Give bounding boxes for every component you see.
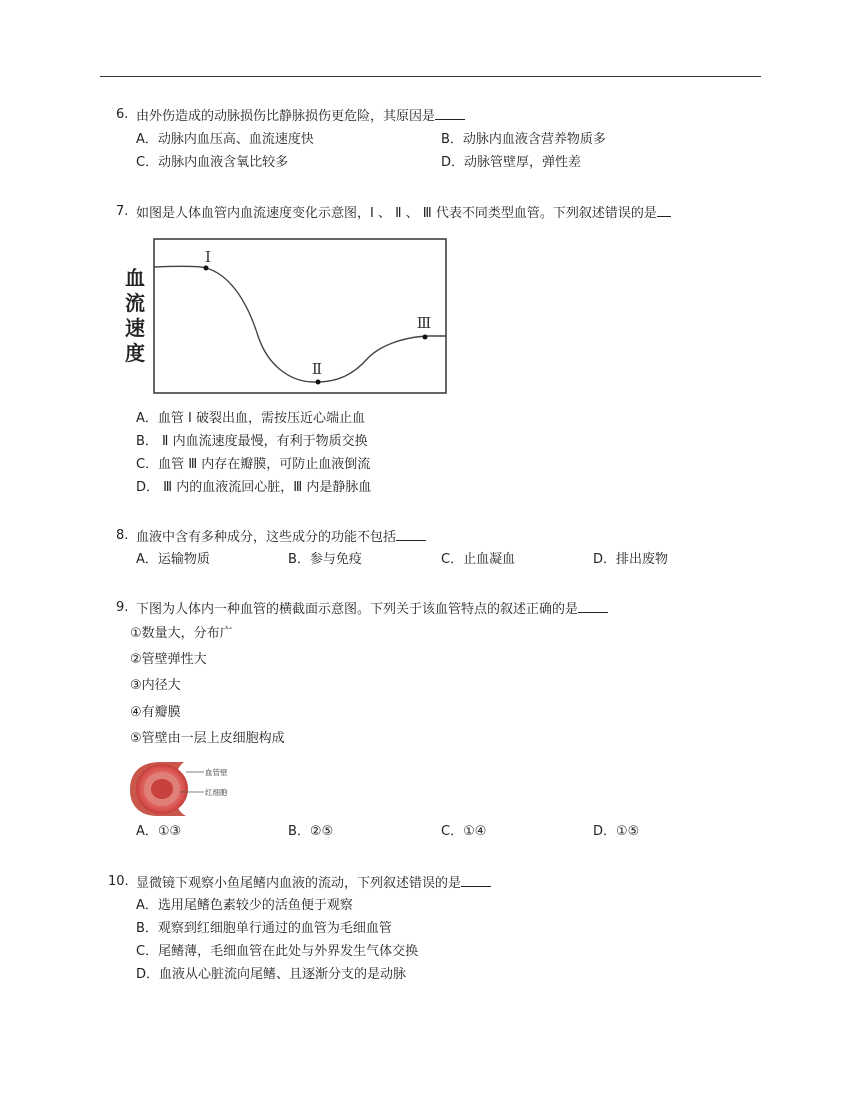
q7-answer-blank[interactable] — [657, 204, 671, 217]
q9-statement-5: ⑤管壁由一层上皮细胞构成 — [130, 731, 285, 746]
y-label-char-3: 速 — [125, 316, 145, 340]
q7-option-b[interactable]: B． Ⅱ 内血流速度最慢，有利于物质交换 — [136, 434, 368, 449]
q7-stem-text: 如图是人体血管内血流速度变化示意图，Ⅰ 、 Ⅱ 、 Ⅲ 代表不同类型血管。下列叙述错误的是 — [136, 206, 657, 221]
q10-option-c[interactable]: C．尾鳍薄，毛细血管在此处与外界发生气体交换 — [136, 944, 419, 959]
red-blood-cell — [151, 779, 173, 799]
point-ii — [316, 380, 321, 385]
point-i — [204, 266, 209, 271]
q6-stem-text: 由外伤造成的动脉损伤比静脉损伤更危险，其原因是 — [136, 109, 436, 124]
q6-option-b[interactable]: B．动脉内血液含营养物质多 — [441, 132, 606, 147]
label-ii: Ⅱ — [311, 360, 323, 378]
q9-statement-4: ④有瓣膜 — [130, 705, 181, 720]
q8-option-a[interactable]: A．运输物质 — [136, 552, 210, 567]
q6-option-a[interactable]: A．动脉内血压高、血流速度快 — [136, 132, 314, 147]
q7-number: 7. — [116, 204, 129, 219]
q6-stem — [136, 107, 465, 125]
header-rule — [100, 76, 761, 77]
q9-option-b[interactable]: B．②⑤ — [288, 824, 334, 839]
q8-option-d[interactable]: D．排出废物 — [593, 552, 669, 567]
q9-answer-blank[interactable] — [578, 600, 608, 613]
label-vessel-wall: 血管壁 — [205, 768, 228, 777]
q8-stem — [136, 528, 426, 546]
q10-number: 10. — [108, 874, 129, 889]
label-red-blood-cell: 红细胞 — [205, 788, 228, 797]
q10-option-a[interactable]: A．选用尾鳍色素较少的活鱼便于观察 — [136, 898, 353, 913]
q6-answer-blank[interactable] — [435, 107, 465, 120]
y-label-char-1: 血 — [125, 266, 145, 290]
q7-option-a[interactable]: A．血管 Ⅰ 破裂出血，需按压近心端止血 — [136, 411, 365, 426]
q8-stem-text: 血液中含有多种成分，这些成分的功能不包括 — [136, 530, 397, 545]
q9-option-c[interactable]: C．①④ — [441, 824, 487, 839]
q9-statement-3: ③内径大 — [130, 678, 181, 693]
q10-stem-text: 显微镜下观察小鱼尾鳍内血液的流动，下列叙述错误的是 — [136, 876, 462, 891]
blood-flow-velocity-figure — [118, 236, 454, 396]
blood-vessel-cross-section-figure — [124, 760, 234, 818]
q9-option-a[interactable]: A．①③ — [136, 824, 182, 839]
q8-option-c[interactable]: C．止血凝血 — [441, 552, 516, 567]
label-iii: Ⅲ — [416, 314, 432, 332]
q10-stem — [136, 874, 491, 892]
q9-statement-1: ①数量大，分布广 — [130, 626, 233, 641]
q9-statement-2: ②管壁弹性大 — [130, 652, 207, 667]
q9-number: 9. — [116, 600, 129, 615]
y-label-char-4: 度 — [125, 341, 145, 365]
point-iii — [423, 335, 428, 340]
q9-stem-text: 下图为人体内一种血管的横截面示意图。下列关于该血管特点的叙述正确的是 — [136, 602, 579, 617]
q9-stem — [136, 600, 608, 618]
label-i: Ⅰ — [205, 248, 211, 266]
q6-option-c[interactable]: C．动脉内血液含氧比较多 — [136, 155, 289, 170]
q8-number: 8. — [116, 528, 129, 543]
q9-option-d[interactable]: D．①⑤ — [593, 824, 640, 839]
q8-option-b[interactable]: B．参与免疫 — [288, 552, 362, 567]
q10-answer-blank[interactable] — [461, 874, 491, 887]
velocity-curve — [154, 266, 446, 382]
q7-option-c[interactable]: C．血管 Ⅲ 内存在瓣膜，可防止血液倒流 — [136, 457, 371, 472]
q10-option-b[interactable]: B．观察到红细胞单行通过的血管为毛细血管 — [136, 921, 392, 936]
q10-option-d[interactable]: D．血液从心脏流向尾鳍、且逐渐分支的是动脉 — [136, 967, 407, 982]
q8-answer-blank[interactable] — [396, 528, 426, 541]
y-label-char-2: 流 — [125, 291, 145, 315]
q7-option-d[interactable]: D． Ⅲ 内的血液流回心脏，Ⅲ 内是静脉血 — [136, 480, 372, 495]
q7-stem — [136, 204, 671, 222]
figure-frame — [154, 239, 446, 393]
q6-option-d[interactable]: D．动脉管壁厚，弹性差 — [441, 155, 582, 170]
q6-number: 6. — [116, 107, 129, 122]
